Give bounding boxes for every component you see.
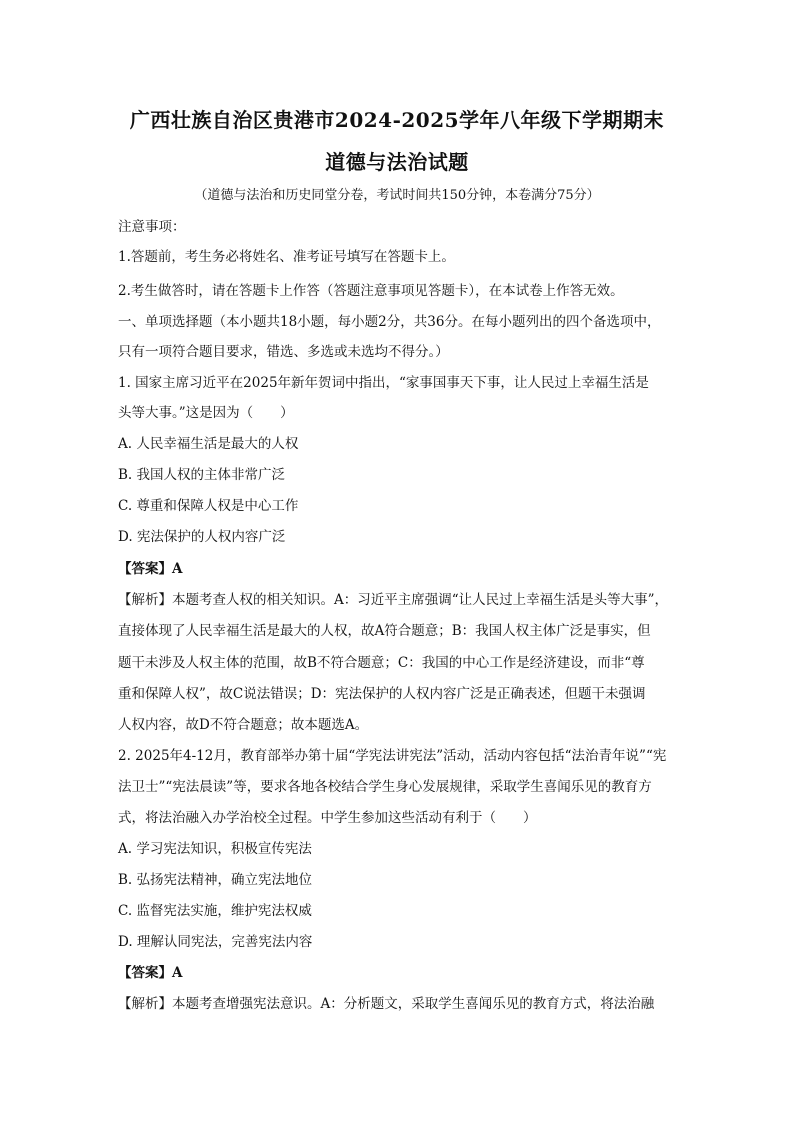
q1-analysis-line3: 题干未涉及人权主体的范围，故B不符合题意；C：我国的中心工作是经济建设，而非“尊 [118, 655, 645, 671]
q1-option-d: D. 宪法保护的人权内容广泛 [118, 529, 286, 545]
q2-stem-line3: 式，将法治融入办学治校全过程。中学生参加这些活动有利于（ ） [118, 810, 537, 826]
q2-option-a: A. 学习宪法知识，积极宣传宪法 [118, 841, 312, 857]
q2-option-d: D. 理解认同宪法，完善宪法内容 [118, 934, 313, 950]
q2-option-b: B. 弘扬宪法精神，确立宪法地位 [118, 872, 313, 888]
section-instructions-line2: 只有一项符合题目要求，错选、多选或未选均不得分。） [118, 344, 449, 360]
q1-stem-line1: 1. 国家主席习近平在2025年新年贺词中指出，“家事国事天下事，让人民过上幸福生活是 [118, 375, 649, 391]
exam-note: （道德与法治和历史同堂分卷，考试时间共150分钟，本卷满分75分） [194, 188, 600, 203]
q1-answer: 【答案】A [118, 561, 183, 577]
q1-stem-line2: 头等大事。”这是因为（ ） [118, 405, 294, 421]
notice-item-2: 2.考生做答时，请在答题卡上作答（答题注意事项见答题卡），在本试卷上作答无效。 [118, 283, 624, 299]
q1-analysis-line2: 直接体现了人民幸福生活是最大的人权，故A符合题意；B：我国人权主体广泛是事实，但 [118, 623, 651, 639]
q2-option-c: C. 监督宪法实施，维护宪法权威 [118, 903, 312, 919]
exam-title-line1: 广西壮族自治区贵港市2024-2025学年八年级下学期期末 [129, 108, 665, 132]
q1-option-c: C. 尊重和保障人权是中心工作 [118, 498, 299, 514]
q1-analysis-line4: 重和保障人权”，故C说法错误；D：宪法保护的人权内容广泛是正确表述，但题干未强调 [118, 686, 646, 702]
q2-stem-line1: 2. 2025年4-12月，教育部举办第十届“学宪法讲宪法”活动，活动内容包括“法治青年说”“宪 [118, 748, 667, 764]
q1-analysis-line5: 人权内容，故D不符合题意；故本题选A。 [118, 717, 369, 733]
notice-heading: 注意事项： [118, 219, 186, 235]
q2-analysis-line1: 【解析】本题考查增强宪法意识。A：分析题文，采取学生喜闻乐见的教育方式，将法治融 [118, 996, 655, 1012]
exam-title-line2: 道德与法治试题 [325, 150, 469, 174]
section-instructions-line1: 一、单项选择题（本小题共18小题，每小题2分，共36分。在每小题列出的四个备选项中， [118, 314, 661, 330]
q2-answer: 【答案】A [118, 965, 183, 981]
q2-stem-line2: 法卫士”“宪法晨读”等，要求各地各校结合学生身心发展规律，采取学生喜闻乐见的教育方 [118, 779, 652, 795]
notice-item-1: 1.答题前，考生务必将姓名、准考证号填写在答题卡上。 [118, 249, 455, 265]
q1-option-a: A. 人民幸福生活是最大的人权 [118, 436, 299, 452]
q1-option-b: B. 我国人权的主体非常广泛 [118, 467, 286, 483]
q1-analysis-line1: 【解析】本题考查人权的相关知识。A：习近平主席强调“让人民过上幸福生活是头等大事”， [118, 592, 669, 608]
